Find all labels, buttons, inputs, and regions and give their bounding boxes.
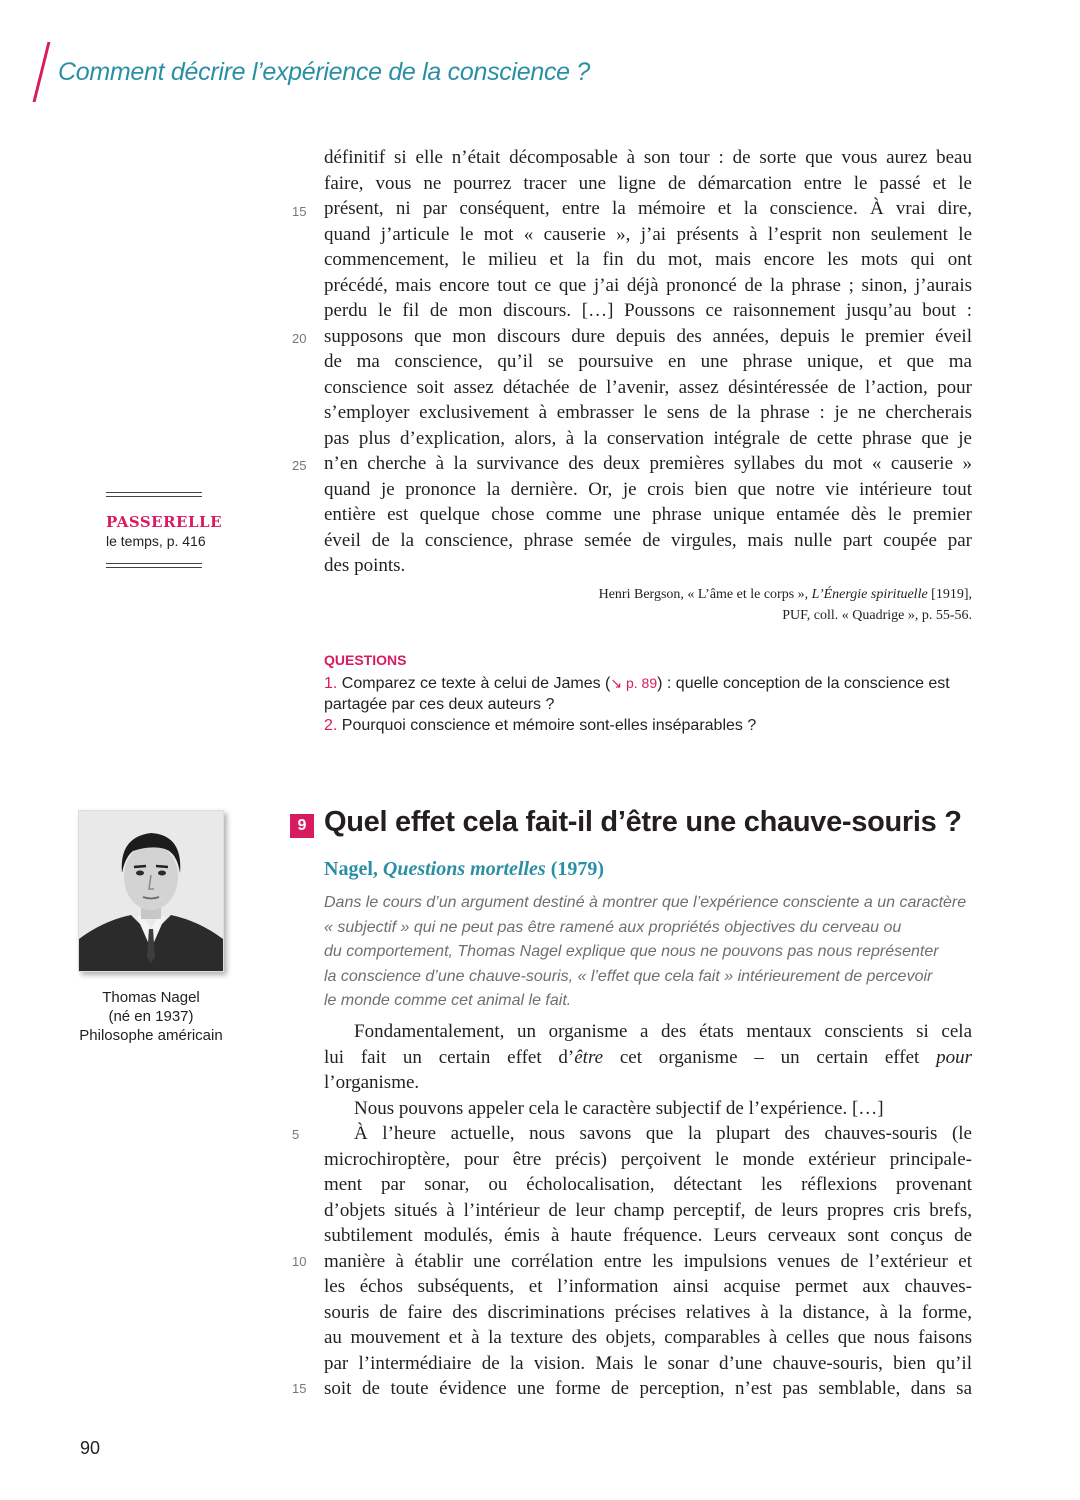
line-number: 15 (292, 1381, 307, 1396)
text-line: microchiroptère, pour être précis) perçoivent le monde extérieur principale- (324, 1148, 972, 1170)
section-author (324, 858, 604, 881)
citation-author: Henri Bergson, « L’âme et le corps », (598, 587, 812, 602)
portrait-name: Thomas Nagel (102, 989, 200, 1006)
nagel-text (324, 1019, 972, 1402)
question-2 (324, 715, 984, 736)
text-line: des points. (324, 555, 406, 576)
text-line (324, 1045, 972, 1071)
text-line: quand j’articule le mot « causerie », j’ai présents à l’esprit non seulement le (324, 223, 972, 245)
text-line: entière est quelque chose comme une phrase unique entamée dès le premier (324, 504, 972, 525)
section-title: Quel effet cela fait-il d’être une chauve-souris ? (324, 806, 962, 838)
text-line: souris de faire des discriminations précises relatives à la distance, à la forme, (324, 1301, 972, 1323)
page-reference-link[interactable]: ↘ p. 89 (610, 675, 658, 691)
text-line: faire, vous ne pourrez tracer une ligne de démarcation entre le passé et le (324, 172, 972, 194)
text-line: au mouvement et à la texture des objets, comparables à celles que nous faisons (324, 1327, 972, 1348)
text-emphasis: pour (936, 1046, 973, 1068)
line-number: 20 (292, 331, 307, 346)
passerelle-link[interactable]: le temps, p. 416 (106, 533, 206, 549)
work-year: (1979) (545, 858, 605, 880)
divider (106, 563, 202, 568)
text-line: commencement, le milieu et la fin du mot, mais encore les mots qui ont (324, 249, 972, 270)
bergson-citation (599, 584, 972, 626)
question-text: Comparez ce texte à celui de James ( (341, 675, 611, 692)
questions-block (324, 650, 984, 736)
question-text: Pourquoi conscience et mémoire sont-elles inséparables ? (341, 717, 757, 734)
text-line: éveil de la conscience, phrase semée de virgules, mais nulle part coupée par (324, 529, 972, 551)
portrait-caption (56, 988, 246, 1045)
portrait-role: Philosophe américain (79, 1027, 223, 1044)
text-line: conscience soit assez détachée de l’avenir, assez désintéressée de l’action, pour (324, 376, 972, 398)
line-number: 10 (292, 1254, 307, 1269)
citation-year: [1919], (927, 587, 972, 602)
author-name: Nagel, (324, 858, 383, 880)
intro-line: la conscience d’une chauve-souris, « l’effet que cela fait » intérieurement de percevoir (324, 967, 933, 985)
intro-line: du comportement, Thomas Nagel explique que nous ne pouvons pas nous représenter (324, 943, 939, 960)
header-slash (33, 42, 51, 102)
page-number: 90 (80, 1438, 101, 1458)
bergson-text (324, 145, 972, 579)
text-fragment: cet organisme – un certain effet (603, 1046, 937, 1068)
line-number: 15 (292, 204, 307, 219)
text-line: les échos subséquents, et l’information ainsi acquise permet aux chauves- (324, 1276, 972, 1297)
question-number: 1. (324, 675, 338, 692)
line-number: 25 (292, 458, 307, 473)
intro-line: « subjectif » qui ne peut pas être ramené aux propriétés objectives du cerveau ou (324, 918, 902, 936)
text-line: présent, ni par conséquent, entre la mémoire et la conscience. À vrai dire, (324, 198, 972, 219)
question-1 (324, 673, 984, 715)
text-line: À l’heure actuelle, nous savons que la plupart des chauves-souris (le (354, 1123, 972, 1144)
text-line: Fondamentalement, un organisme a des états mentaux conscients si cela (354, 1021, 972, 1042)
text-line: quand je prononce la dernière. Or, je crois bien que notre vie intérieure tout (324, 478, 972, 500)
question-number: 2. (324, 717, 338, 734)
text-line: soit de toute évidence une forme de perception, n’est pas semblable, dans sa (324, 1378, 972, 1399)
text-fragment: lui fait un certain effet d’ (324, 1046, 575, 1068)
divider (106, 492, 202, 497)
text-emphasis: être (574, 1046, 604, 1068)
text-line: par l’intermédiaire de la vision. Mais le sonar d’une chauve-souris, bien qu’il (324, 1352, 972, 1374)
text-line: subtilement modulés, émis à haute fréquence. Leurs cerveaux sont conçus de (324, 1225, 972, 1246)
text-line: manière à établir une corrélation entre les impulsions venues de l’extérieur et (324, 1250, 972, 1272)
citation-book: L’Énergie spirituelle (811, 587, 928, 602)
questions-title: QUESTIONS (324, 652, 407, 668)
intro-line: Dans le cours d’un argument destiné à montrer que l’expérience consciente a un caractère (324, 894, 967, 911)
text-line: Nous pouvons appeler cela le caractère subjectif de l’expérience. […] (354, 1097, 884, 1119)
portrait-dates: (né en 1937) (108, 1008, 194, 1025)
page-header-title: Comment décrire l’expérience de la conscience ? (58, 58, 591, 86)
text-line: pas plus d’explication, alors, à la conservation intégrale de cette phrase que je (324, 427, 972, 449)
section-intro (324, 891, 974, 1014)
text-line: précédé, mais encore tout ce que j’ai déjà prononcé de la phrase ; sinon, j’aurais (324, 274, 972, 296)
passerelle-box[interactable] (106, 492, 223, 568)
work-title: Questions mortelles (382, 858, 546, 880)
intro-line: le monde comme cet animal le fait. (324, 992, 572, 1009)
text-line: ment par sonar, ou écholocalisation, détectant les réflexions provenant (324, 1174, 972, 1195)
text-line: de ma conscience, qu’il se poursuive en une phrase unique, et que ma (324, 351, 972, 372)
question-text: ) : quelle conception de la conscience est partagée par ces deux auteurs ? (324, 675, 950, 713)
text-line: définitif si elle n’était décomposable à son tour : de sorte que vous aurez beau (324, 147, 972, 168)
text-line: supposons que mon discours dure depuis des années, depuis le premier éveil (324, 325, 972, 347)
portrait-photo (78, 810, 224, 972)
text-line: perdu le fil de mon discours. […] Poussons ce raisonnement jusqu’au bout : (324, 300, 972, 321)
text-line: l’organisme. (324, 1072, 420, 1093)
portrait-image (79, 811, 223, 971)
passerelle-title: PASSERELLE (106, 513, 223, 531)
text-line: s’employer exclusivement à embrasser le sens de la phrase : je ne chercherais (324, 402, 972, 423)
line-number: 5 (292, 1127, 300, 1142)
citation-publisher: PUF, coll. « Quadrige », p. 55-56. (782, 608, 972, 623)
section-number-badge: 9 (290, 814, 314, 838)
text-line: n’en cherche à la survivance des deux premières syllabes du mot « causerie » (324, 453, 972, 474)
text-line: d’objets situés à l’intérieur de leur champ perceptif, de leurs propres cris brefs, (324, 1199, 972, 1221)
